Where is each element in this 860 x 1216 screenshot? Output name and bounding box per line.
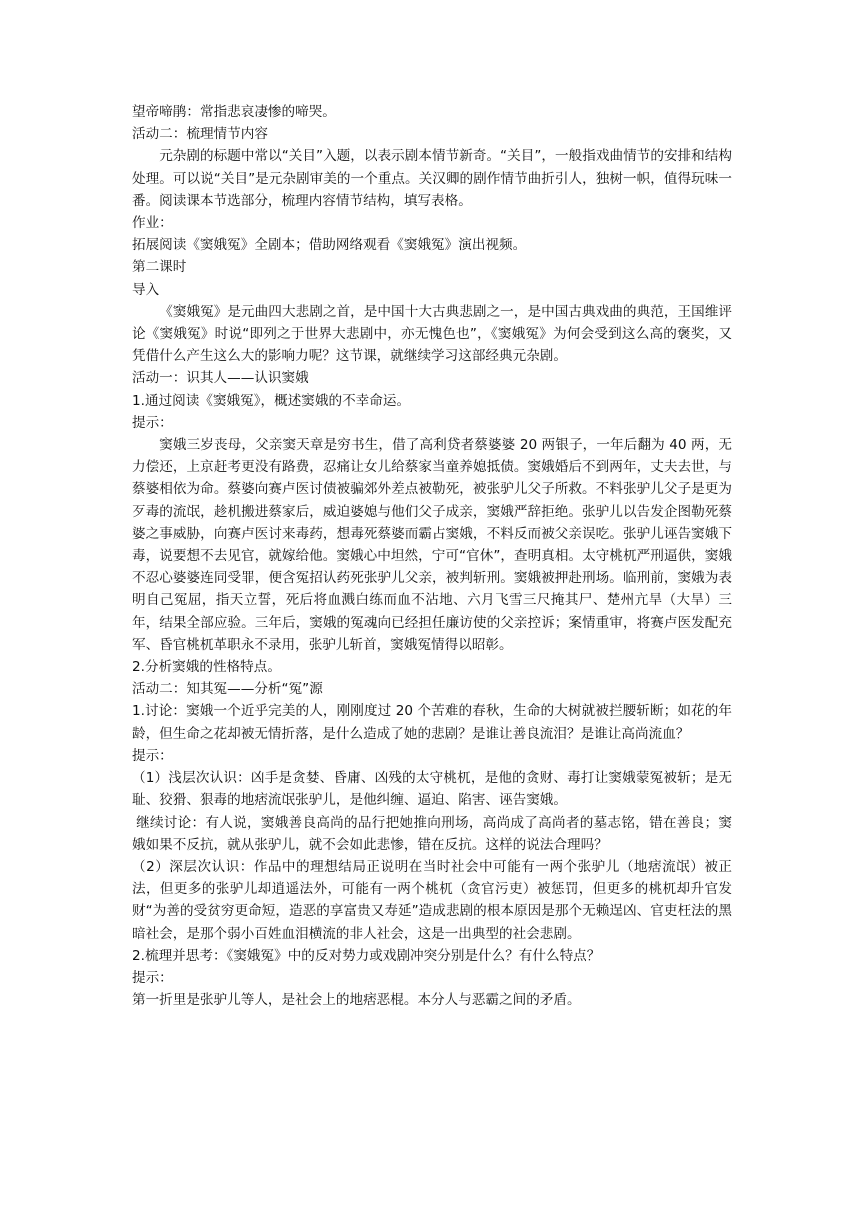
section-heading: 第二课时 [132,259,187,276]
section-heading: 作业： [132,215,173,232]
section-heading: 活动二：知其冤——分析“冤”源 [132,681,323,698]
paragraph: 继续讨论：有人说，窦娥善良高尚的品行把她推向刑场，高尚成了高尚者的墓志铭，错在善良；窦娥如果不反抗，就从张驴儿，就不会如此悲惨，错在反抗。这样的说法合理吗？ [132,814,732,853]
paragraph: （1）浅层次认识：凶手是贪婪、昏庸、凶残的太守桃杌，是他的贪财、毒打让窦娥蒙冤被斩；是无耻、狡猾、狠毒的地痞流氓张驴儿，是他纠缠、逼迫、陷害、诬告窦娥。 [132,770,732,809]
question: 1.通过阅读《窦娥冤》，概述窦娥的不幸命运。 [132,392,411,409]
section-heading: 活动一：识其人——认识窦娥 [132,370,309,387]
hint-label: 提示： [132,969,173,986]
paragraph: 望帝啼鹃：常指悲哀凄惨的啼哭。 [132,104,336,120]
hint-label: 提示： [132,747,173,764]
section-heading: 导入 [132,281,160,298]
section-heading: 活动二：梳理情节内容 [132,126,268,143]
document-body [132,101,732,1011]
paragraph: 窦娥三岁丧母，父亲窦天章是穷书生，借了高利贷者蔡婆婆 20 两银子，一年后翻为 40 两，无力偿还，上京赶考更没有路费，忍痛让女儿给蔡家当童养媳抵债。窦娥婚后不到两年，丈夫去世，与蔡婆相依为命。蔡婆向赛卢医讨债被骗郊外差点被勒死，被张驴儿父子所救。不料张驴儿父子是更为歹毒的流氓，趁机搬进蔡家后，威迫婆媳与他们父子成亲，窦娥严辞拒绝。张驴儿以告发企图勒死蔡婆之事威胁，向赛卢医讨来毒药，想毒死蔡婆而霸占窦娥，不料反而被父亲误吃。张驴儿诬告窦娥下毒，说要想不去见官，就嫁给他。窦娥心中坦然，宁可“官休”，查明真相。太守桃杌严刑逼供，窦娥不忍心婆婆连同受罪，便含冤招认药死张驴儿父亲，被判斩刑。窦娥被押赴刑场。临刑前，窦娥为表明自己冤屈，指天立誓，死后将血溅白练而血不沾地、六月飞雪三尺掩其尸、楚州亢旱（大旱）三年，结果全部应验。三年后，窦娥的冤魂向已经担任廉访使的父亲控诉；案情重审，将赛卢医发配充军、昏官桃杌革职永不录用，张驴儿斩首，窦娥冤情得以昭彰。 [132,437,732,653]
question: 1.讨论：窦娥一个近乎完美的人，刚刚度过 20 个苦难的春秋，生命的大树就被拦腰斩断；如花的年龄，但生命之花却被无情折落，是什么造成了她的悲剧？是谁让善良流泪？是谁让高尚流血？ [132,703,732,742]
question: 2.梳理并思考：《窦娥冤》中的反对势力或戏剧冲突分别是什么？有什么特点？ [132,947,601,964]
paragraph: 元杂剧的标题中常以“关目”入题，以表示剧本情节新奇。“关目”，一般指戏曲情节的安排和结构处理。可以说“关目”是元杂剧审美的一个重点。关汉卿的剧作情节曲折引人，独树一帜，值得玩味一番。阅读课本节选部分，梳理内容情节结构，填写表格。 [132,148,732,209]
paragraph: 第一折里是张驴儿等人，是社会上的地痞恶棍。本分人与恶霸之间的矛盾。 [132,992,581,1009]
paragraph: 《窦娥冤》是元曲四大悲剧之首，是中国十大古典悲剧之一，是中国古典戏曲的典范，王国维评论《窦娥冤》时说“即列之于世界大悲剧中，亦无愧色也”，《窦娥冤》为何会受到这么高的褒奖，又凭借什么产生这么大的影响力呢？这节课，就继续学习这部经典元杂剧。 [132,303,732,365]
paragraph: 拓展阅读《窦娥冤》全剧本；借助网络观看《窦娥冤》演出视频。 [132,237,527,254]
question: 2.分析窦娥的性格特点。 [132,659,281,676]
hint-label: 提示： [132,414,173,431]
paragraph: （2）深层次认识：作品中的理想结局正说明在当时社会中可能有一两个张驴儿（地痞流氓）被正法，但更多的张驴儿却逍遥法外，可能有一两个桃杌（贪官污吏）被惩罚，但更多的桃杌却升官发财“为善的受贫穷更命短，造恶的享富贵又寿延”造成悲剧的根本原因是那个无赖逞凶、官吏枉法的黑暗社会，是那个弱小百姓血泪横流的非人社会，这是一出典型的社会悲剧。 [132,858,732,942]
